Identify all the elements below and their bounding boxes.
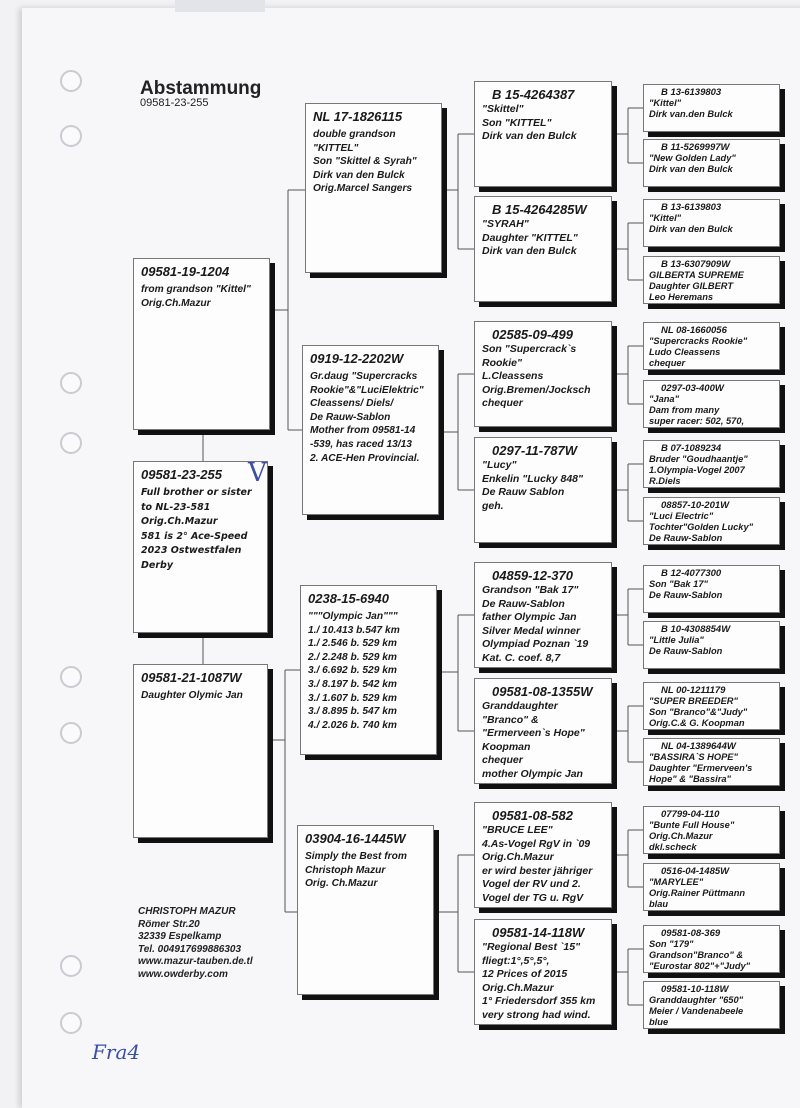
contact-website-2: www.owderby.com <box>138 968 228 980</box>
pedigree-info-line: 3./ 6.692 b. 529 km <box>308 665 397 677</box>
great-great-grandparent-box <box>643 925 780 973</box>
pedigree-info-line: "MARYLEE" <box>649 877 704 887</box>
great-great-grandparent-box <box>643 738 780 786</box>
pedigree-info-line: De Rauw-Sablon <box>649 533 723 543</box>
pedigree-info-line: "Skittel" <box>482 103 524 115</box>
contact-phone: Tel. 004917699886303 <box>138 943 242 955</box>
great-grandparent-box <box>474 802 612 908</box>
pedigree-info-line: 1.Olympia-Vogel 2007 <box>649 465 745 475</box>
pedigree-info-line: Orig.Ch.Mazur <box>482 851 554 863</box>
pedigree-info-line: 2. ACE-Hen Provincial. <box>310 452 420 464</box>
grandparent-box <box>305 103 442 273</box>
pedigree-info-line: Son "Supercrack`s <box>482 343 577 355</box>
pedigree-info-line: Full brother or sister <box>141 487 252 498</box>
contact-name: CHRISTOPH MAZUR <box>138 906 236 917</box>
ring-number: NL 00-1211179 <box>661 685 726 696</box>
pedigree-info-line: De Rauw-Sablon <box>482 597 565 610</box>
pedigree-info-line: 3./ 8.895 b. 547 km <box>308 706 397 718</box>
great-great-grandparent-box <box>643 322 780 370</box>
ring-number: 09581-10-118W <box>661 984 729 995</box>
pedigree-info-line: R.Diels <box>649 476 681 486</box>
ring-number: NL 08-1660056 <box>661 325 727 336</box>
pedigree-info-line: -539, has raced 13/13 <box>310 438 412 450</box>
ring-number: 09581-23-255 <box>141 467 222 482</box>
pedigree-info-line: "KITTEL" <box>313 142 359 154</box>
pedigree-info-line: 1./ 10.413 b.547 km <box>308 624 400 636</box>
pedigree-info-line: er wird bester jähriger <box>482 864 593 877</box>
great-great-grandparent-box <box>643 440 780 488</box>
pedigree-info-line: 2023 Ostwestfalen <box>141 545 242 556</box>
pedigree-info-line: Hope" & "Bassira" <box>649 774 731 784</box>
pedigree-info-line: Koopman <box>482 740 531 753</box>
pedigree-info-line: 3./ 8.197 b. 542 km <box>308 678 397 690</box>
pedigree-info-line: 12 Prices of 2015 <box>482 968 568 980</box>
ring-number: 02585-09-499 <box>492 327 573 342</box>
pedigree-info-line: Gr.daug "Supercracks <box>310 371 418 382</box>
great-great-grandparent-box <box>643 497 780 545</box>
pedigree-info-line: Kat. C. coef. 8,7 <box>482 651 561 664</box>
pedigree-info-line: "Regional Best `15" <box>482 941 581 953</box>
pedigree-info-line: Son "KITTEL" <box>482 116 552 129</box>
pedigree-info-line: "Supercracks Rookie" <box>649 336 748 346</box>
pedigree-info-line: father Olympic Jan <box>482 611 577 623</box>
ring-number: 0516-04-1485W <box>661 866 730 877</box>
great-great-grandparent-box <box>643 139 780 187</box>
pedigree-info-line: Daughter "KITTEL" <box>482 231 578 244</box>
pedigree-info-line: Christoph Mazur <box>305 864 386 876</box>
pedigree-info-line: "Lucy" <box>482 459 517 471</box>
pedigree-info-line: Daughter "Ermerveen's <box>649 763 753 773</box>
ring-number: 0297-11-787W <box>492 443 578 458</box>
pedigree-info-line: Vogel der RV und 2. <box>482 878 581 890</box>
pedigree-info-line: 4./ 2.026 b. 740 km <box>308 719 397 731</box>
ring-number: 0919-12-2202W <box>310 351 404 366</box>
pedigree-info-line: Orig.Ch.Mazur <box>141 297 211 309</box>
ring-number: 0238-15-6940 <box>308 591 389 606</box>
pedigree-info-line: chequer <box>482 397 523 409</box>
ring-number: B 15-4264387 <box>492 87 575 102</box>
contact-website: www.mazur-tauben.de.tl <box>138 956 253 967</box>
grandparent-box <box>300 585 437 755</box>
pedigree-info-line: Cleassens/ Diels/ <box>310 398 394 410</box>
pedigree-info-line: "BASSIRA`S HOPE" <box>649 752 738 762</box>
pedigree-info-line: Son "Branco"&"Judy" <box>649 707 748 717</box>
pedigree-info-line: Meier / Vandenabeele <box>649 1006 744 1016</box>
pedigree-info-line: "SYRAH" <box>482 218 529 230</box>
pedigree-info-line: 1./ 2.546 b. 529 km <box>308 638 397 650</box>
ring-number: B 12-4077300 <box>661 568 722 579</box>
pedigree-info-line: Grandson"Branco" & <box>649 950 744 960</box>
pedigree-info-line: mother Olympic Jan <box>482 767 583 780</box>
handwritten-check-mark: V <box>248 458 267 488</box>
ring-number: NL 04-1389644W <box>661 741 736 752</box>
pedigree-info-line: "New Golden Lady" <box>649 153 736 163</box>
grandparent-box <box>302 345 439 515</box>
ring-number: 09581-21-1087W <box>141 670 242 685</box>
contact-street: Römer Str.20 <box>138 918 200 930</box>
pedigree-info-line: Dam from many <box>649 405 720 415</box>
ring-number: 0297-03-400W <box>661 383 724 394</box>
pedigree-info-line: Orig.C.& G. Koopman <box>649 718 745 728</box>
pedigree-info-line: Orig.Ch.Mazur <box>141 516 218 527</box>
great-grandparent-box <box>474 321 612 427</box>
pedigree-info-line: "Little Julia" <box>649 635 704 645</box>
pedigree-info-line: Granddaughter "650" <box>649 995 744 1005</box>
pedigree-info-line: Orig.Ch.Mazur <box>649 831 713 841</box>
pedigree-info-line: fliegt:1°,5°,5°, <box>482 954 550 967</box>
ring-number: B 10-4308854W <box>661 624 731 635</box>
pedigree-info-line: Orig.Rainer Püttmann <box>649 888 746 898</box>
ring-number: 09581-08-1355W <box>492 684 593 699</box>
pedigree-info-line: Bruder "Goudhaantje" <box>649 454 748 464</box>
great-grandparent-box <box>474 562 612 668</box>
pedigree-info-line: Rookie"&"LuciElektric" <box>310 384 424 396</box>
dam-box <box>133 664 268 838</box>
grandparent-box <box>297 825 434 995</box>
pedigree-info-line: 581 is 2° Ace-Speed <box>141 530 248 542</box>
pedigree-info-line: super racer: 502, 570, <box>649 416 745 426</box>
pedigree-info-line: Grandson "Bak 17" <box>482 584 579 596</box>
pedigree-info-line: Dirk van den Bulck <box>482 245 577 257</box>
pedigree-info-line: chequer <box>649 358 686 368</box>
pedigree-info-line: Granddaughter <box>482 700 558 712</box>
great-great-grandparent-box <box>643 621 780 669</box>
great-grandparent-box <box>474 437 612 543</box>
pedigree-info-line: Son "179" <box>649 939 694 949</box>
ring-number: B 07-1089234 <box>661 443 722 454</box>
pedigree-info-line: blue <box>649 1017 669 1027</box>
ring-number: B 11-5269997W <box>661 142 730 153</box>
pedigree-info-line: dkl.scheck <box>649 842 697 852</box>
ring-number: 09581-08-582 <box>492 808 573 823</box>
pedigree-info-line: 1° Friedersdorf 355 km <box>482 995 596 1007</box>
pedigree-info-line: Daughter Olymic Jan <box>141 690 243 701</box>
pedigree-info-line: De Rauw Sablon <box>482 486 565 498</box>
pedigree-info-line: Orig. Ch.Mazur <box>305 878 378 890</box>
pedigree-info-line: Dirk van.den Bulck <box>649 109 733 119</box>
pedigree-info-line: 3./ 1.607 b. 529 km <box>308 692 397 704</box>
pedigree-info-line: "Jana" <box>649 394 680 404</box>
pedigree-info-line: geh. <box>482 499 504 512</box>
ring-number: B 13-6307909W <box>661 259 731 270</box>
pedigree-info-line: Dirk van den Bulck <box>482 130 577 142</box>
pedigree-info-line: 2./ 2.248 b. 529 km <box>308 651 397 663</box>
ring-number: B 13-6139803 <box>661 202 722 213</box>
great-great-grandparent-box <box>643 806 780 854</box>
handwritten-note: Fra4 <box>92 1040 141 1064</box>
pedigree-info-line: Olympiad Poznan `19 <box>482 638 589 650</box>
great-grandparent-box <box>474 678 612 784</box>
pedigree-info-line: from grandson "Kittel" <box>141 284 251 295</box>
pedigree-info-line: blau <box>649 899 669 909</box>
page-subtitle-ring: 09581-23-255 <box>140 97 209 109</box>
pedigree-info-line: Dirk van den Bulck <box>313 169 405 181</box>
pedigree-info-line: De Rauw-Sablon <box>310 411 391 423</box>
pedigree-info-line: Simply the Best from <box>305 851 407 862</box>
great-grandparent-box <box>474 919 612 1025</box>
ring-number: NL 17-1826115 <box>313 109 403 124</box>
ring-number: 09581-08-369 <box>661 928 721 939</box>
pedigree-info-line: Tochter"Golden Lucky" <box>649 522 754 532</box>
pedigree-info-line: "BRUCE LEE" <box>482 824 553 836</box>
pedigree-info-line: double grandson <box>313 129 396 140</box>
pedigree-info-line: GILBERTA SUPREME <box>649 270 744 280</box>
great-grandparent-box <box>474 81 612 187</box>
great-great-grandparent-box <box>643 84 780 132</box>
pedigree-info-line: "Kittel" <box>649 213 682 223</box>
pedigree-info-line: Orig.Bremen/Jocksch <box>482 383 591 396</box>
ring-number: B 15-4264285W <box>492 202 587 217</box>
ring-number: 07799-04-110 <box>661 809 720 820</box>
great-great-grandparent-box <box>643 199 780 247</box>
pedigree-info-line: L.Cleassens <box>482 370 544 382</box>
ring-number: 09581-14-118W <box>492 925 585 940</box>
pedigree-info-line: Daughter GILBERT <box>649 281 734 291</box>
pedigree-info-line: """Olympic Jan""" <box>308 611 398 622</box>
pedigree-info-line: Silver Medal winner <box>482 624 581 637</box>
pedigree-info-line: Son "Bak 17" <box>649 579 708 589</box>
great-great-grandparent-box <box>643 863 780 911</box>
great-great-grandparent-box <box>643 380 780 428</box>
pedigree-info-line: to NL-23-581 <box>141 501 211 513</box>
pedigree-info-line: Vogel der TG u. RgV <box>482 891 584 904</box>
ring-number: 03904-16-1445W <box>305 831 406 846</box>
great-great-grandparent-box <box>643 981 780 1029</box>
pedigree-info-line: "Bunte Full House" <box>649 820 735 830</box>
pedigree-info-line: Derby <box>141 559 174 571</box>
ring-number: 04859-12-370 <box>492 568 573 583</box>
pedigree-info-line: Orig.Marcel Sangers <box>313 183 413 195</box>
pedigree-info-line: very strong had wind. <box>482 1008 591 1021</box>
ring-number: 08857-10-201W <box>661 500 730 511</box>
pedigree-info-line: "Kittel" <box>649 98 682 108</box>
pedigree-info-line: "Luci Electric" <box>649 511 714 521</box>
page-title: Abstammung <box>140 78 262 99</box>
pedigree-info-line: Leo Heremans <box>649 292 714 302</box>
pedigree-info-line: "Branco" & <box>482 713 539 726</box>
great-grandparent-box <box>474 196 612 302</box>
pedigree-info-line: Orig.Ch.Mazur <box>482 981 554 994</box>
pedigree-info-line: Ludo Cleassens <box>649 347 721 357</box>
pedigree-info-line: Mother from 09581-14 <box>310 425 416 437</box>
sire-box <box>133 258 270 430</box>
pedigree-info-line: "SUPER BREEDER" <box>649 696 738 706</box>
pedigree-info-line: Dirk van den Bulck <box>649 224 733 234</box>
great-great-grandparent-box <box>643 565 780 613</box>
ring-number: 09581-19-1204 <box>141 264 230 279</box>
breeder-contact <box>138 906 253 981</box>
pedigree-info-line: Enkelin "Lucky 848" <box>482 472 584 485</box>
pedigree-info-line: Son "Skittel & Syrah" <box>313 156 417 168</box>
ring-number: B 13-6139803 <box>661 87 722 98</box>
contact-city: 32339 Espelkamp <box>138 931 222 942</box>
pedigree-info-line: Rookie" <box>482 356 522 369</box>
pedigree-info-line: 4.As-Vogel RgV in `09 <box>482 837 591 850</box>
great-great-grandparent-box <box>643 682 780 730</box>
pedigree-info-line: De Rauw-Sablon <box>649 590 723 600</box>
great-great-grandparent-box <box>643 256 780 304</box>
pedigree-info-line: "Eurostar 802"+"Judy" <box>649 961 751 971</box>
pedigree-info-line: De Rauw-Sablon <box>649 646 723 656</box>
pedigree-info-line: Dirk van den Bulck <box>649 164 733 174</box>
pedigree-info-line: chequer <box>482 754 523 766</box>
pedigree-info-line: "Ermerveen`s Hope" <box>482 727 585 739</box>
